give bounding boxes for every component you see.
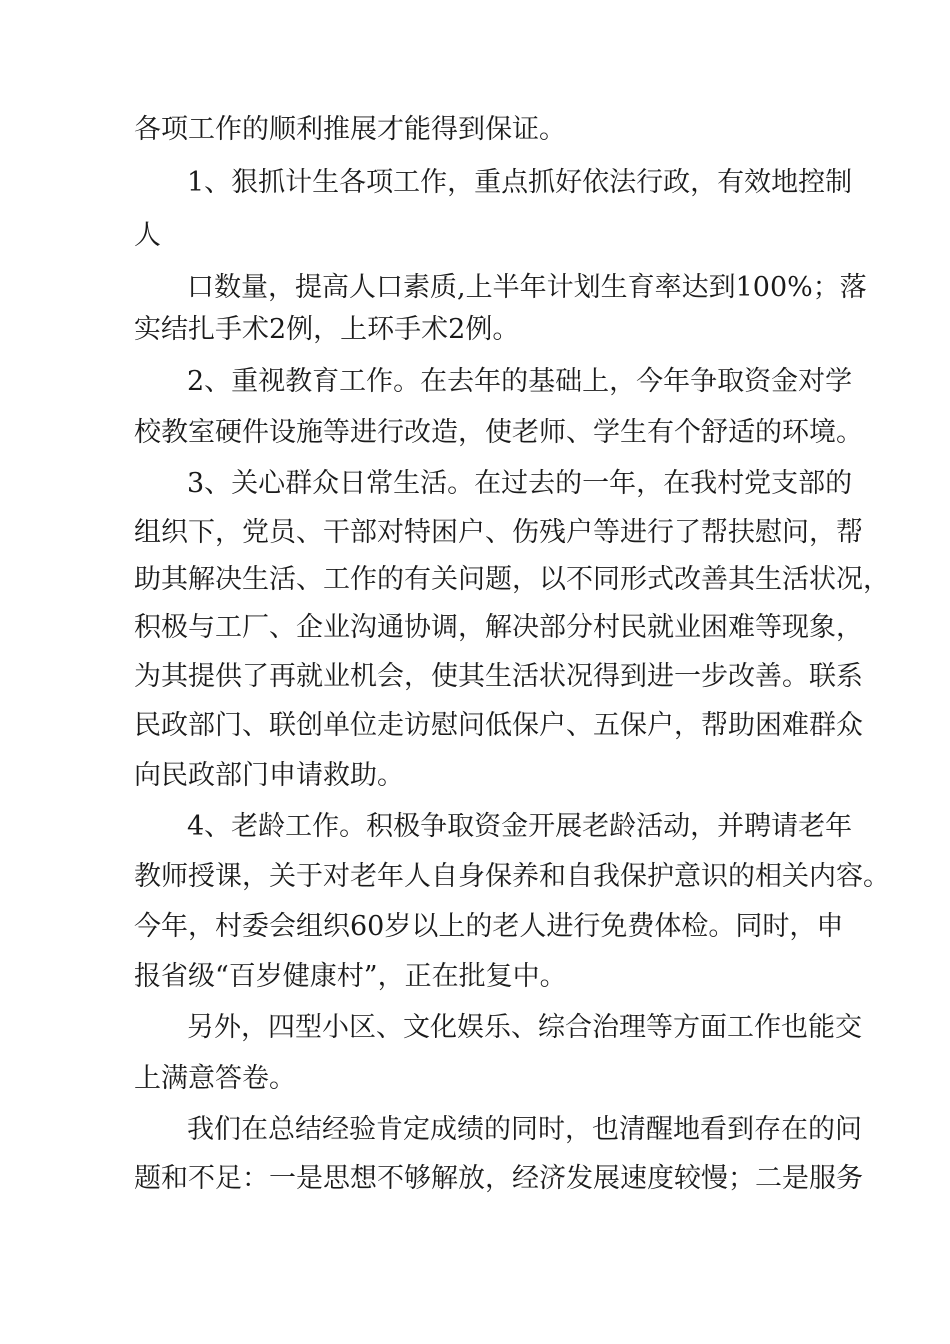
text-line-20: 上满意答卷。 [134, 1063, 296, 1094]
text-line-10: 助其解决生活、工作的有关问题，以不同形式改善其生活状况， [134, 564, 890, 595]
text-line-12: 为其提供了再就业机会，使其生活状况得到进一步改善。联系 [134, 661, 863, 692]
text-line-21: 我们在总结经验肯定成绩的同时，也清醒地看到存在的问 [187, 1114, 862, 1145]
text-line-19: 另外，四型小区、文化娱乐、综合治理等方面工作也能交 [187, 1012, 862, 1043]
text-line-17: 今年，村委会组织60岁以上的老人进行免费体检。同时，申 [134, 911, 844, 942]
text-line-15: 4、老龄工作。积极争取资金开展老龄活动，并聘请老年 [187, 811, 853, 842]
text-line-18: 报省级“百岁健康村”，正在批复中。 [134, 961, 567, 992]
text-line-11: 积极与工厂、企业沟通协调，解决部分村民就业困难等现象， [134, 612, 863, 643]
text-line-3: 人 [134, 220, 161, 251]
text-line-22: 题和不足：一是思想不够解放，经济发展速度较慢；二是服务 [134, 1163, 863, 1194]
text-line-1: 各项工作的顺利推展才能得到保证。 [134, 114, 566, 145]
text-line-7: 校教室硬件设施等进行改造，使老师、学生有个舒适的环境。 [134, 417, 863, 448]
text-line-5: 实结扎手术2例，上环手术2例。 [134, 314, 520, 345]
text-line-4: 口数量，提高人口素质,上半年计划生育率达到100%；落 [187, 272, 867, 303]
text-line-6: 2、重视教育工作。在去年的基础上，今年争取资金对学 [187, 366, 853, 397]
text-line-9: 组织下，党员、干部对特困户、伤残户等进行了帮扶慰问，帮 [134, 517, 863, 548]
text-line-16: 教师授课，关于对老年人自身保养和自我保护意识的相关内容。 [134, 861, 890, 892]
text-line-14: 向民政部门申请救助。 [134, 760, 404, 791]
text-line-2: 1、狠抓计生各项工作，重点抓好依法行政，有效地控制 [187, 167, 853, 198]
text-line-8: 3、关心群众日常生活。在过去的一年，在我村党支部的 [187, 468, 853, 499]
text-line-13: 民政部门、联创单位走访慰问低保户、五保户，帮助困难群众 [134, 710, 863, 741]
